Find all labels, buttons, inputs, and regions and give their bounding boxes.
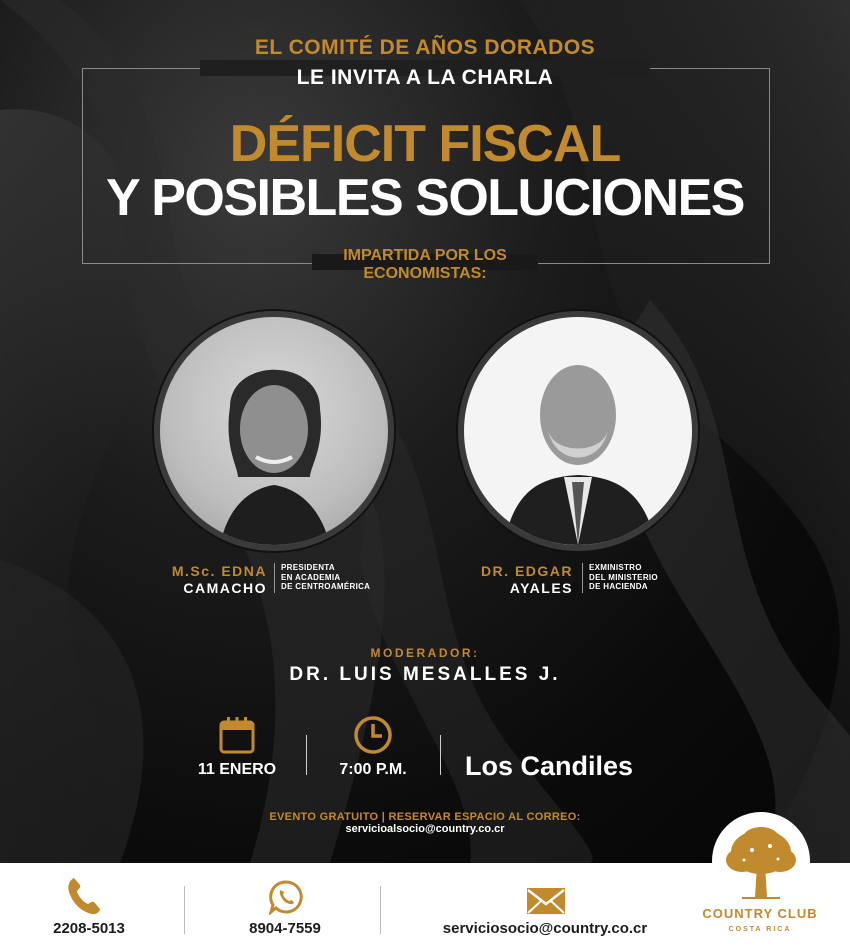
footer-whatsapp[interactable]: 8904-7559 bbox=[249, 920, 321, 937]
whatsapp-icon bbox=[268, 879, 304, 920]
speaker-2-name-bottom: AYALES bbox=[509, 580, 573, 596]
event-place: Los Candiles bbox=[465, 751, 634, 781]
footer-email[interactable]: serviciosocio@country.co.cr bbox=[442, 920, 648, 937]
speaker-2-portrait bbox=[458, 311, 698, 551]
divider bbox=[380, 886, 381, 934]
speaker-1-photo bbox=[160, 317, 388, 545]
title-line-2: Y POSIBLES SOLUCIONES bbox=[106, 169, 744, 227]
reservation-note: EVENTO GRATUITO | RESERVAR ESPACIO AL CORREO: bbox=[269, 811, 581, 823]
divider bbox=[306, 735, 307, 775]
intro-line-2: ECONOMISTAS: bbox=[363, 265, 487, 282]
logo-name: COUNTRY CLUB bbox=[702, 906, 818, 921]
phone-icon bbox=[66, 876, 102, 921]
speaker-2-name bbox=[450, 563, 573, 597]
header-committee: EL COMITÉ DE AÑOS DORADOS bbox=[254, 36, 596, 59]
envelope-icon bbox=[526, 887, 566, 920]
speaker-1-name bbox=[150, 563, 267, 597]
moderator-label: MODERADOR: bbox=[370, 646, 480, 660]
moderator-name: DR. LUIS MESALLES J. bbox=[289, 664, 561, 685]
footer-phone[interactable]: 2208-5013 bbox=[53, 920, 125, 937]
speaker-2-photo bbox=[464, 317, 692, 545]
reservation-email[interactable]: servicioalsocio@country.co.cr bbox=[345, 823, 505, 835]
speaker-2-name-top: DR. EDGAR bbox=[480, 563, 573, 579]
divider bbox=[440, 735, 441, 775]
intro-line-1: IMPARTIDA POR LOS bbox=[343, 247, 507, 264]
intro-text bbox=[0, 247, 850, 283]
speaker-1-role bbox=[274, 563, 370, 593]
speaker-1-role-line: DE CENTROAMÉRICA bbox=[281, 582, 371, 591]
speaker-1-role-line: PRESIDENTA bbox=[281, 563, 335, 572]
event-time: 7:00 P.M. bbox=[339, 761, 407, 778]
speaker-2-role bbox=[582, 563, 658, 593]
speaker-2-role-line: DE HACIENDA bbox=[589, 582, 648, 591]
speaker-1-name-bottom: CAMACHO bbox=[183, 580, 267, 596]
title-line-1: DÉFICIT FISCAL bbox=[229, 115, 621, 173]
speaker-1-name-top: M.Sc. EDNA bbox=[171, 563, 267, 579]
clock-icon bbox=[353, 715, 393, 760]
event-date: 11 ENERO bbox=[197, 761, 277, 778]
tree-icon bbox=[722, 826, 800, 911]
calendar-icon bbox=[219, 716, 255, 759]
speaker-1-portrait bbox=[154, 311, 394, 551]
logo-sub: COSTA RICA bbox=[728, 926, 792, 933]
speaker-2-role-line: DEL MINISTERIO bbox=[589, 572, 658, 582]
divider bbox=[184, 886, 185, 934]
speaker-1-role-line: EN ACADEMIA bbox=[281, 572, 341, 582]
speaker-2-role-line: EXMINISTRO bbox=[589, 563, 642, 572]
header-invite: LE INVITA A LA CHARLA bbox=[296, 66, 554, 89]
